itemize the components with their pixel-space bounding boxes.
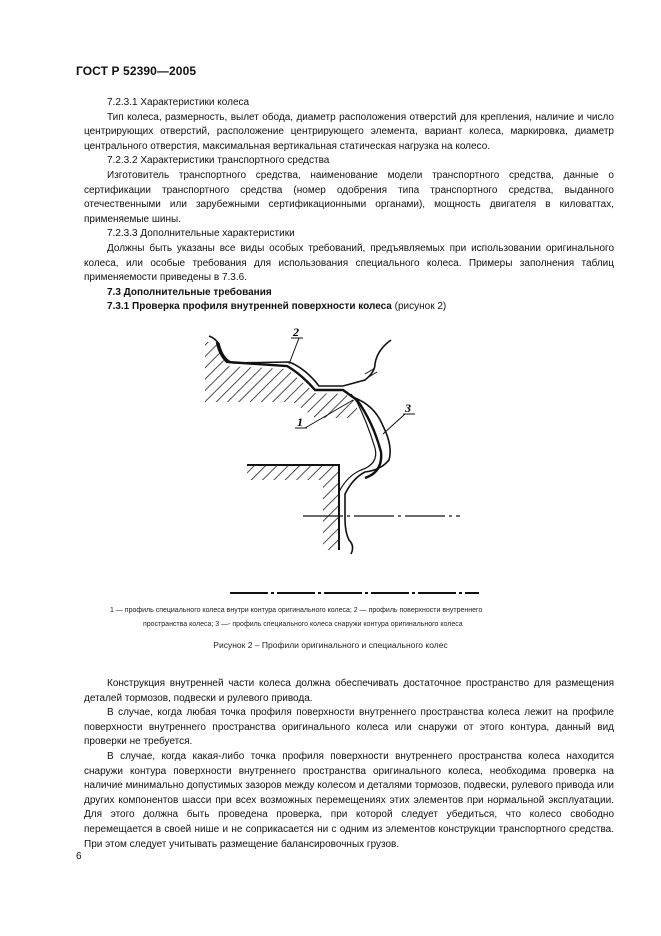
figure-label-2: 2 (293, 325, 299, 339)
section-title-7-3: 7.3 Дополнительные требования (107, 286, 272, 298)
page-number: 6 (76, 851, 82, 862)
paragraph-no-check: В случае, когда любая точка профиля поверхности внутреннего пространства колеса лежит на профиле поверхности внутреннего пространства оригинального колеса или снаружи от этого контура, данный вид проверки не требуется. (84, 707, 614, 748)
figure-caption: Рисунок 2 – Профили оригинального и специального колес (213, 640, 448, 650)
section-7-3-1-text (84, 677, 614, 852)
paragraph-clearance-check: В случае, когда какая-либо точка профиля поверхности внутреннего пространства колеса находится снаружи контура поверхности внутреннего пространства оригинального колеса, необходима проверка на наличие минимально допустимых зазоров между колесом и деталями тормозов, подвески, рулевого привода или других компонентов шасси при всех возможных перемещениях этих элементов при нормальной эксплуатации. Для этого должна быть проведена проверка, при которой следует убедиться, что колесо свободно перемещается в своей нише и не соприкасается ни с одним из элементов конструкции транспортного средства. При этом следует учитывать размещение балансировочных грузов. (84, 750, 614, 850)
subsection-title-7-2-3-3: 7.2.3.3 Дополнительные характеристики (107, 228, 295, 240)
paragraph-7-2-3-1: Тип колеса, размерность, вылет обода, диаметр расположения отверстий для крепления, наличие и число центрирующих отверстий, расположение центрирующего элемента, вариант колеса, маркировка, диаметр центрального отверстия, максимальная вертикальная статическая нагрузка на колесо. (84, 111, 614, 152)
figure-label-1: 1 (297, 415, 303, 429)
leader-line-3 (383, 414, 405, 434)
legend-line-1: 1 — профиль специального колеса внутри контура оригинального колеса; 2 — профиль поверхности внутреннего (110, 607, 483, 614)
section-7-2-3 (84, 96, 614, 315)
hatched-rim-region (205, 342, 357, 418)
paragraph-7-2-3-3: Должны быть указаны все виды особых требований, предъявляемых при использовании оригинального колеса, или особые требования для использования специального колеса. Примеры заполнения таблиц применяемости приведены в 7.3.6. (84, 242, 614, 284)
leader-line-2 (289, 338, 299, 364)
figure-reference: (рисунок 2) (391, 301, 447, 313)
document-header: ГОСТ Р 52390—2005 (76, 64, 197, 78)
subsection-title-7-3-1-bold: 7.3.1 Проверка профиля внутренней поверхности колеса (107, 301, 392, 313)
subsection-title-7-2-3-2: 7.2.3.2 Характеристики транспортного средства (107, 155, 330, 167)
subsection-title-7-2-3-1: 7.2.3.1 Характеристики колеса (107, 97, 250, 108)
paragraph-inner-space: Конструкция внутренней части колеса должна обеспечивать достаточное пространство для размещения деталей тормозов, подвески и рулевого привода. (84, 678, 614, 704)
wheel-profile-figure (205, 322, 490, 602)
hatched-hub-region (247, 465, 339, 550)
subsection-title-7-3-1 (84, 300, 614, 315)
figure-label-3: 3 (405, 401, 411, 415)
paragraph-7-2-3-2: Изготовитель транспортного средства, наименование модели транспортного средства, данные о сертификации транспортного средства (номер одобрения типа транспортного средства, выданного отечественными или зарубежными сертификационными органами), мощность двигателя в киловаттах, применяемые шины. (84, 169, 614, 225)
legend-line-2: пространства колеса; 3 —- профиль специального колеса снаружи контура оригинального колеса (143, 620, 463, 628)
figure-legend (110, 604, 600, 631)
